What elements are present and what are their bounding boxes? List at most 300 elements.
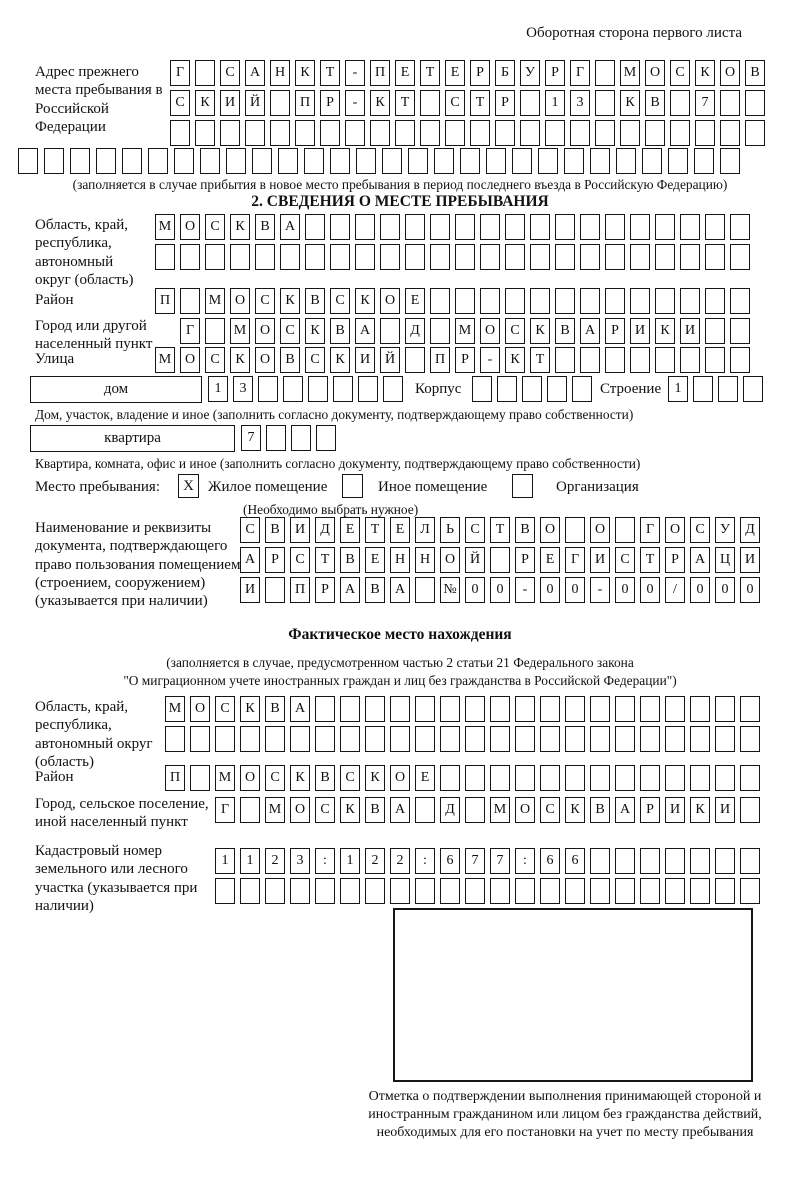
grid-cell[interactable]: И: [240, 577, 260, 603]
grid-cell[interactable]: К: [290, 765, 310, 791]
grid-cell[interactable]: Е: [415, 765, 435, 791]
grid-cell[interactable]: Й: [245, 90, 265, 116]
grid-cell[interactable]: [580, 214, 600, 240]
grid-cell[interactable]: [365, 726, 385, 752]
grid-cell[interactable]: [680, 347, 700, 373]
grid-cell[interactable]: [205, 318, 225, 344]
grid-cell[interactable]: [565, 765, 585, 791]
grid-cell[interactable]: 7: [465, 848, 485, 874]
grid-cell[interactable]: К: [695, 60, 715, 86]
grid-cell[interactable]: И: [630, 318, 650, 344]
grid-cell[interactable]: [572, 376, 592, 402]
grid-cell[interactable]: [540, 878, 560, 904]
grid-cell[interactable]: [745, 120, 765, 146]
grid-cell[interactable]: 2: [390, 848, 410, 874]
grid-cell[interactable]: №: [440, 577, 460, 603]
grid-cell[interactable]: [472, 376, 492, 402]
grid-cell[interactable]: [615, 696, 635, 722]
grid-cell[interactable]: В: [255, 214, 275, 240]
grid-cell[interactable]: [670, 90, 690, 116]
grid-cell[interactable]: 0: [740, 577, 760, 603]
grid-cell[interactable]: О: [240, 765, 260, 791]
grid-cell[interactable]: /: [665, 577, 685, 603]
grid-cell[interactable]: [358, 376, 378, 402]
grid-cell[interactable]: Р: [665, 547, 685, 573]
grid-cell[interactable]: [630, 214, 650, 240]
grid-cell[interactable]: [380, 214, 400, 240]
grid-cell[interactable]: [180, 244, 200, 270]
grid-cell[interactable]: Г: [570, 60, 590, 86]
grid-cell[interactable]: [405, 244, 425, 270]
grid-cell[interactable]: [240, 726, 260, 752]
grid-cell[interactable]: [434, 148, 454, 174]
grid-cell[interactable]: [730, 244, 750, 270]
grid-cell[interactable]: [605, 347, 625, 373]
grid-cell[interactable]: [590, 696, 610, 722]
grid-cell[interactable]: О: [230, 288, 250, 314]
grid-cell[interactable]: [180, 288, 200, 314]
grid-cell[interactable]: С: [290, 547, 310, 573]
grid-cell[interactable]: [265, 726, 285, 752]
grid-cell[interactable]: О: [180, 214, 200, 240]
grid-cell[interactable]: [255, 244, 275, 270]
grid-cell[interactable]: 1: [340, 848, 360, 874]
grid-cell[interactable]: [520, 120, 540, 146]
grid-cell[interactable]: 0: [565, 577, 585, 603]
grid-cell[interactable]: К: [365, 765, 385, 791]
grid-cell[interactable]: У: [715, 517, 735, 543]
grid-cell[interactable]: [190, 765, 210, 791]
grid-cell[interactable]: Р: [470, 60, 490, 86]
grid-cell[interactable]: С: [330, 288, 350, 314]
grid-cell[interactable]: М: [155, 214, 175, 240]
grid-cell[interactable]: [290, 726, 310, 752]
grid-cell[interactable]: 3: [233, 376, 253, 402]
grid-cell[interactable]: 1: [668, 376, 688, 402]
grid-cell[interactable]: И: [220, 90, 240, 116]
grid-cell[interactable]: [740, 797, 760, 823]
grid-cell[interactable]: К: [565, 797, 585, 823]
grid-cell[interactable]: И: [355, 347, 375, 373]
grid-cell[interactable]: [415, 696, 435, 722]
grid-cell[interactable]: [564, 148, 584, 174]
grid-cell[interactable]: Т: [420, 60, 440, 86]
grid-cell[interactable]: [605, 244, 625, 270]
grid-cell[interactable]: [465, 696, 485, 722]
grid-cell[interactable]: [395, 120, 415, 146]
grid-cell[interactable]: [497, 376, 517, 402]
grid-cell[interactable]: 7: [490, 848, 510, 874]
grid-cell[interactable]: И: [290, 517, 310, 543]
grid-cell[interactable]: Д: [405, 318, 425, 344]
grid-cell[interactable]: В: [365, 797, 385, 823]
grid-cell[interactable]: Й: [465, 547, 485, 573]
grid-cell[interactable]: [480, 244, 500, 270]
grid-cell[interactable]: [640, 848, 660, 874]
grid-cell[interactable]: Р: [315, 577, 335, 603]
grid-cell[interactable]: [148, 148, 168, 174]
grid-cell[interactable]: Р: [545, 60, 565, 86]
grid-cell[interactable]: К: [530, 318, 550, 344]
grid-cell[interactable]: [740, 848, 760, 874]
grid-cell[interactable]: [240, 797, 260, 823]
grid-cell[interactable]: :: [415, 848, 435, 874]
grid-cell[interactable]: [415, 797, 435, 823]
grid-cell[interactable]: [665, 696, 685, 722]
grid-cell[interactable]: В: [745, 60, 765, 86]
grid-cell[interactable]: 1: [240, 848, 260, 874]
grid-cell[interactable]: В: [365, 577, 385, 603]
grid-cell[interactable]: [645, 120, 665, 146]
grid-cell[interactable]: [740, 765, 760, 791]
grid-cell[interactable]: [530, 214, 550, 240]
grid-cell[interactable]: [665, 878, 685, 904]
grid-cell[interactable]: К: [280, 288, 300, 314]
grid-cell[interactable]: Е: [390, 517, 410, 543]
grid-cell[interactable]: [265, 577, 285, 603]
grid-cell[interactable]: [590, 765, 610, 791]
grid-cell[interactable]: [545, 120, 565, 146]
grid-cell[interactable]: [720, 120, 740, 146]
grid-cell[interactable]: -: [345, 90, 365, 116]
grid-cell[interactable]: [315, 726, 335, 752]
grid-cell[interactable]: П: [295, 90, 315, 116]
grid-cell[interactable]: А: [290, 696, 310, 722]
grid-cell[interactable]: -: [590, 577, 610, 603]
grid-cell[interactable]: -: [515, 577, 535, 603]
grid-cell[interactable]: [405, 347, 425, 373]
grid-cell[interactable]: 0: [715, 577, 735, 603]
grid-cell[interactable]: [555, 288, 575, 314]
grid-cell[interactable]: Д: [315, 517, 335, 543]
grid-cell[interactable]: 7: [695, 90, 715, 116]
grid-cell[interactable]: С: [265, 765, 285, 791]
grid-cell[interactable]: [730, 347, 750, 373]
grid-cell[interactable]: [470, 120, 490, 146]
grid-cell[interactable]: [538, 148, 558, 174]
grid-cell[interactable]: Н: [390, 547, 410, 573]
grid-cell[interactable]: [316, 425, 336, 451]
grid-cell[interactable]: [283, 376, 303, 402]
grid-cell[interactable]: Е: [445, 60, 465, 86]
grid-cell[interactable]: Т: [365, 517, 385, 543]
grid-cell[interactable]: [96, 148, 116, 174]
grid-cell[interactable]: [18, 148, 38, 174]
grid-cell[interactable]: [226, 148, 246, 174]
grid-cell[interactable]: [690, 726, 710, 752]
grid-cell[interactable]: [195, 120, 215, 146]
grid-cell[interactable]: О: [480, 318, 500, 344]
grid-cell[interactable]: [290, 878, 310, 904]
grid-cell[interactable]: 6: [540, 848, 560, 874]
grid-cell[interactable]: М: [265, 797, 285, 823]
grid-cell[interactable]: [505, 214, 525, 240]
grid-cell[interactable]: [195, 60, 215, 86]
grid-cell[interactable]: [465, 726, 485, 752]
grid-cell[interactable]: [565, 696, 585, 722]
grid-cell[interactable]: К: [355, 288, 375, 314]
grid-cell[interactable]: [705, 244, 725, 270]
grid-cell[interactable]: [382, 148, 402, 174]
grid-cell[interactable]: [415, 726, 435, 752]
grid-cell[interactable]: С: [670, 60, 690, 86]
grid-cell[interactable]: [330, 214, 350, 240]
grid-cell[interactable]: [245, 120, 265, 146]
grid-cell[interactable]: [615, 726, 635, 752]
grid-cell[interactable]: [230, 244, 250, 270]
grid-cell[interactable]: [340, 878, 360, 904]
grid-cell[interactable]: Г: [180, 318, 200, 344]
grid-cell[interactable]: П: [370, 60, 390, 86]
grid-cell[interactable]: [718, 376, 738, 402]
grid-cell[interactable]: А: [390, 577, 410, 603]
grid-cell[interactable]: О: [290, 797, 310, 823]
grid-cell[interactable]: М: [620, 60, 640, 86]
grid-cell[interactable]: [220, 120, 240, 146]
grid-cell[interactable]: [680, 288, 700, 314]
grid-cell[interactable]: А: [615, 797, 635, 823]
grid-cell[interactable]: [405, 214, 425, 240]
grid-cell[interactable]: У: [520, 60, 540, 86]
grid-cell[interactable]: О: [440, 547, 460, 573]
grid-cell[interactable]: С: [690, 517, 710, 543]
grid-cell[interactable]: [570, 120, 590, 146]
grid-cell[interactable]: [383, 376, 403, 402]
grid-cell[interactable]: [215, 726, 235, 752]
grid-cell[interactable]: [630, 288, 650, 314]
grid-cell[interactable]: В: [555, 318, 575, 344]
grid-cell[interactable]: В: [590, 797, 610, 823]
grid-cell[interactable]: [490, 547, 510, 573]
grid-cell[interactable]: [440, 765, 460, 791]
grid-cell[interactable]: М: [455, 318, 475, 344]
grid-cell[interactable]: А: [390, 797, 410, 823]
grid-cell[interactable]: [480, 214, 500, 240]
grid-cell[interactable]: Р: [605, 318, 625, 344]
grid-cell[interactable]: [320, 120, 340, 146]
grid-cell[interactable]: 0: [615, 577, 635, 603]
grid-cell[interactable]: В: [265, 517, 285, 543]
grid-cell[interactable]: О: [180, 347, 200, 373]
grid-cell[interactable]: С: [170, 90, 190, 116]
grid-cell[interactable]: [415, 577, 435, 603]
grid-cell[interactable]: [705, 214, 725, 240]
grid-cell[interactable]: И: [665, 797, 685, 823]
grid-cell[interactable]: [715, 765, 735, 791]
grid-cell[interactable]: 3: [290, 848, 310, 874]
grid-cell[interactable]: [370, 120, 390, 146]
checkbox-residential[interactable]: X: [178, 474, 199, 498]
grid-cell[interactable]: М: [155, 347, 175, 373]
grid-cell[interactable]: [455, 288, 475, 314]
grid-cell[interactable]: [355, 244, 375, 270]
grid-cell[interactable]: [745, 90, 765, 116]
grid-cell[interactable]: [605, 214, 625, 240]
grid-cell[interactable]: О: [190, 696, 210, 722]
grid-cell[interactable]: [655, 288, 675, 314]
grid-cell[interactable]: Е: [540, 547, 560, 573]
grid-cell[interactable]: [295, 120, 315, 146]
grid-cell[interactable]: С: [205, 347, 225, 373]
grid-cell[interactable]: [465, 765, 485, 791]
grid-cell[interactable]: О: [645, 60, 665, 86]
grid-cell[interactable]: 0: [540, 577, 560, 603]
grid-cell[interactable]: [595, 60, 615, 86]
grid-cell[interactable]: [215, 878, 235, 904]
grid-cell[interactable]: [730, 288, 750, 314]
grid-cell[interactable]: [620, 120, 640, 146]
grid-cell[interactable]: [705, 347, 725, 373]
grid-cell[interactable]: [640, 765, 660, 791]
grid-cell[interactable]: [522, 376, 542, 402]
grid-cell[interactable]: [705, 318, 725, 344]
grid-cell[interactable]: [430, 214, 450, 240]
grid-cell[interactable]: [540, 765, 560, 791]
grid-cell[interactable]: Б: [495, 60, 515, 86]
grid-cell[interactable]: Ц: [715, 547, 735, 573]
grid-cell[interactable]: 0: [490, 577, 510, 603]
grid-cell[interactable]: [380, 318, 400, 344]
grid-cell[interactable]: [165, 726, 185, 752]
grid-cell[interactable]: П: [290, 577, 310, 603]
checkbox-organization[interactable]: [512, 474, 533, 498]
grid-cell[interactable]: [715, 848, 735, 874]
grid-cell[interactable]: [547, 376, 567, 402]
grid-cell[interactable]: О: [720, 60, 740, 86]
grid-cell[interactable]: М: [205, 288, 225, 314]
grid-cell[interactable]: [515, 878, 535, 904]
grid-cell[interactable]: [465, 878, 485, 904]
grid-cell[interactable]: [520, 90, 540, 116]
grid-cell[interactable]: О: [515, 797, 535, 823]
grid-cell[interactable]: [440, 878, 460, 904]
grid-cell[interactable]: [540, 696, 560, 722]
grid-cell[interactable]: [340, 726, 360, 752]
grid-cell[interactable]: [615, 517, 635, 543]
grid-cell[interactable]: С: [205, 214, 225, 240]
grid-cell[interactable]: А: [580, 318, 600, 344]
grid-cell[interactable]: К: [330, 347, 350, 373]
grid-cell[interactable]: [355, 214, 375, 240]
grid-cell[interactable]: [430, 244, 450, 270]
grid-cell[interactable]: О: [540, 517, 560, 543]
grid-cell[interactable]: С: [215, 696, 235, 722]
grid-cell[interactable]: [690, 878, 710, 904]
grid-cell[interactable]: М: [230, 318, 250, 344]
grid-cell[interactable]: М: [165, 696, 185, 722]
grid-cell[interactable]: [670, 120, 690, 146]
grid-cell[interactable]: Е: [395, 60, 415, 86]
checkbox-other-premises[interactable]: [342, 474, 363, 498]
grid-cell[interactable]: С: [240, 517, 260, 543]
grid-cell[interactable]: 6: [440, 848, 460, 874]
grid-cell[interactable]: А: [280, 214, 300, 240]
grid-cell[interactable]: К: [370, 90, 390, 116]
grid-cell[interactable]: 2: [365, 848, 385, 874]
grid-cell[interactable]: О: [255, 318, 275, 344]
grid-cell[interactable]: К: [230, 214, 250, 240]
grid-cell[interactable]: Р: [640, 797, 660, 823]
grid-cell[interactable]: А: [340, 577, 360, 603]
grid-cell[interactable]: [308, 376, 328, 402]
grid-cell[interactable]: С: [220, 60, 240, 86]
grid-cell[interactable]: К: [505, 347, 525, 373]
grid-cell[interactable]: [305, 244, 325, 270]
grid-cell[interactable]: В: [340, 547, 360, 573]
grid-cell[interactable]: О: [590, 517, 610, 543]
grid-cell[interactable]: 6: [565, 848, 585, 874]
grid-cell[interactable]: [490, 726, 510, 752]
grid-cell[interactable]: [595, 120, 615, 146]
grid-cell[interactable]: С: [505, 318, 525, 344]
grid-cell[interactable]: [642, 148, 662, 174]
grid-cell[interactable]: 1: [208, 376, 228, 402]
grid-cell[interactable]: [305, 214, 325, 240]
grid-cell[interactable]: [252, 148, 272, 174]
grid-cell[interactable]: [390, 696, 410, 722]
grid-cell[interactable]: [615, 765, 635, 791]
grid-cell[interactable]: [655, 214, 675, 240]
grid-cell[interactable]: 3: [570, 90, 590, 116]
grid-cell[interactable]: С: [615, 547, 635, 573]
grid-cell[interactable]: П: [165, 765, 185, 791]
grid-cell[interactable]: [174, 148, 194, 174]
grid-cell[interactable]: [420, 120, 440, 146]
grid-cell[interactable]: И: [590, 547, 610, 573]
grid-cell[interactable]: Т: [640, 547, 660, 573]
grid-cell[interactable]: [690, 765, 710, 791]
grid-cell[interactable]: П: [430, 347, 450, 373]
grid-cell[interactable]: [315, 878, 335, 904]
grid-cell[interactable]: [695, 120, 715, 146]
grid-cell[interactable]: Й: [380, 347, 400, 373]
grid-cell[interactable]: [333, 376, 353, 402]
grid-cell[interactable]: [390, 726, 410, 752]
grid-cell[interactable]: [565, 517, 585, 543]
grid-cell[interactable]: [440, 696, 460, 722]
grid-cell[interactable]: [415, 878, 435, 904]
grid-cell[interactable]: Р: [495, 90, 515, 116]
grid-cell[interactable]: [705, 288, 725, 314]
grid-cell[interactable]: [365, 878, 385, 904]
grid-cell[interactable]: [530, 244, 550, 270]
grid-cell[interactable]: [265, 878, 285, 904]
grid-cell[interactable]: [605, 288, 625, 314]
grid-cell[interactable]: [490, 878, 510, 904]
grid-cell[interactable]: [595, 90, 615, 116]
grid-cell[interactable]: [740, 696, 760, 722]
grid-cell[interactable]: [665, 765, 685, 791]
grid-cell[interactable]: В: [265, 696, 285, 722]
grid-cell[interactable]: В: [315, 765, 335, 791]
grid-cell[interactable]: [512, 148, 532, 174]
grid-cell[interactable]: [278, 148, 298, 174]
grid-cell[interactable]: А: [690, 547, 710, 573]
grid-cell[interactable]: [740, 878, 760, 904]
grid-cell[interactable]: [430, 288, 450, 314]
grid-cell[interactable]: [490, 696, 510, 722]
grid-cell[interactable]: [155, 244, 175, 270]
grid-cell[interactable]: С: [315, 797, 335, 823]
grid-cell[interactable]: [565, 878, 585, 904]
grid-cell[interactable]: К: [690, 797, 710, 823]
grid-cell[interactable]: -: [480, 347, 500, 373]
grid-cell[interactable]: [730, 214, 750, 240]
grid-cell[interactable]: О: [380, 288, 400, 314]
grid-cell[interactable]: [630, 347, 650, 373]
grid-cell[interactable]: Р: [265, 547, 285, 573]
grid-cell[interactable]: [690, 696, 710, 722]
